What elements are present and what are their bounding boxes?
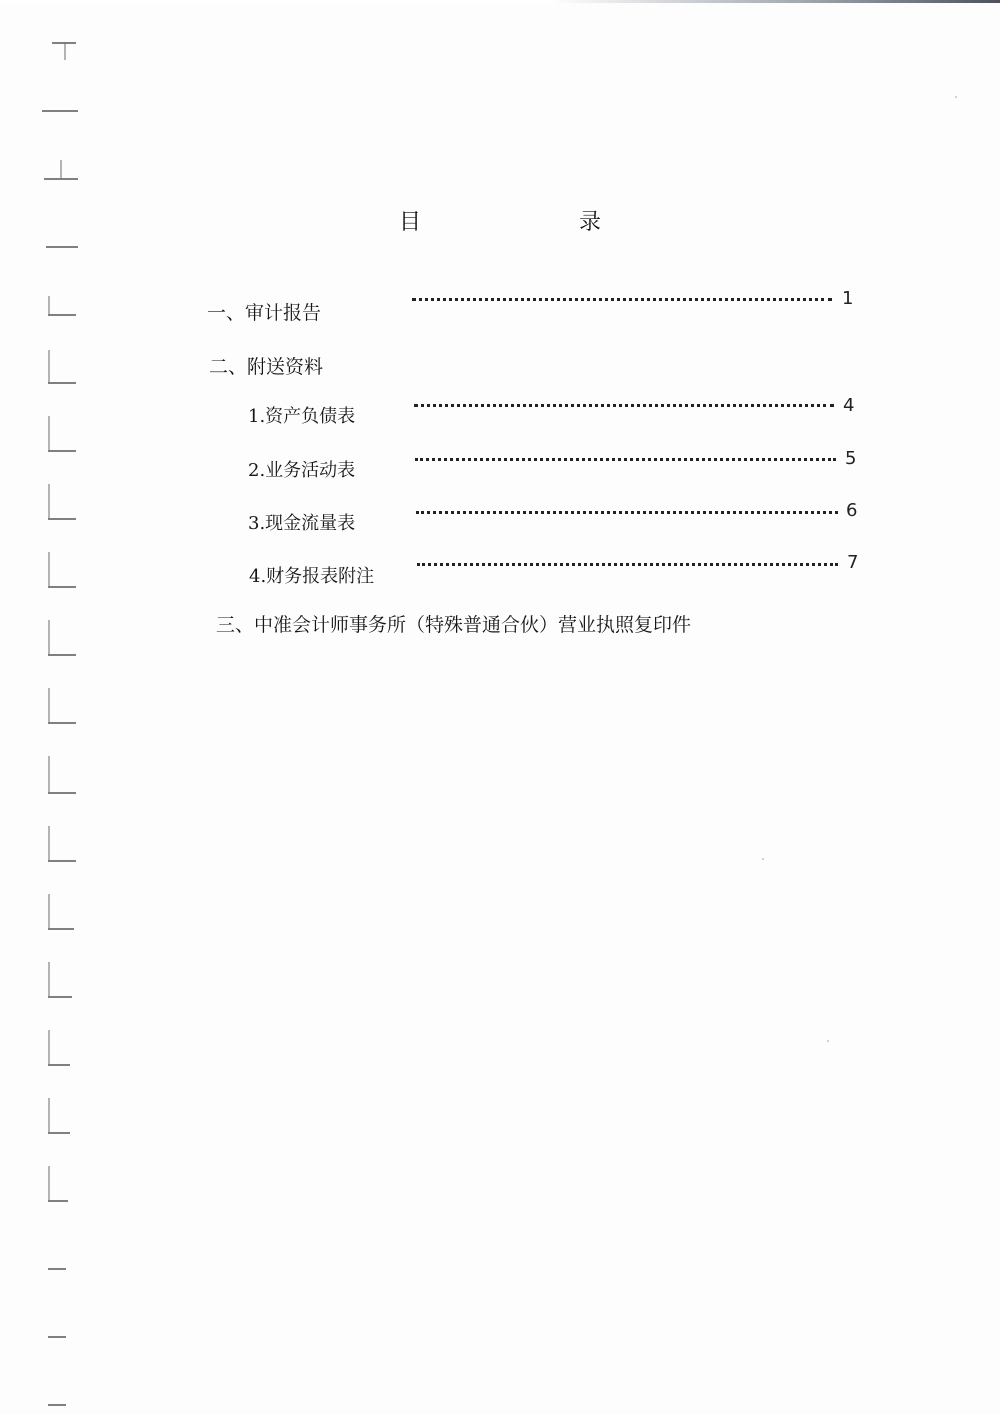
toc-entry-business-license: 三、中准会计师事务所（特殊普通合伙）营业执照复印件 xyxy=(216,614,692,636)
scan-speck xyxy=(955,96,957,98)
toc-page-number: 6 xyxy=(846,500,858,521)
binding-mark xyxy=(48,1268,66,1270)
binding-tick xyxy=(48,416,50,450)
binding-tick xyxy=(48,1030,50,1064)
binding-mark xyxy=(48,1132,70,1134)
binding-tick xyxy=(48,688,50,722)
binding-mark xyxy=(48,928,74,930)
toc-page-number: 4 xyxy=(843,395,855,416)
binding-mark xyxy=(48,792,76,794)
toc-leader-dots xyxy=(415,458,836,461)
binding-mark xyxy=(48,1336,66,1338)
binding-tick xyxy=(48,894,50,928)
toc-page-number: 5 xyxy=(845,448,857,469)
toc-title: 目 录 xyxy=(398,210,639,235)
binding-mark xyxy=(44,178,78,180)
toc-entry-notes-to-statements: 4.财务报表附注 xyxy=(249,566,375,587)
toc-leader-dots xyxy=(417,563,838,566)
binding-tick xyxy=(48,484,50,518)
binding-tick xyxy=(48,826,50,860)
binding-mark xyxy=(48,586,76,588)
binding-mark xyxy=(48,382,76,384)
binding-mark xyxy=(48,1064,70,1066)
toc-page-number: 1 xyxy=(842,288,854,309)
binding-tick xyxy=(48,1098,50,1132)
binding-mark xyxy=(48,450,76,452)
binding-tick xyxy=(48,350,50,382)
toc-leader-dots xyxy=(412,298,832,301)
binding-tick xyxy=(48,962,50,996)
binding-tick xyxy=(48,620,50,654)
binding-mark xyxy=(48,1404,66,1406)
binding-mark xyxy=(48,1200,68,1202)
toc-entry-attachments: 二、附送资料 xyxy=(209,356,324,378)
binding-mark xyxy=(42,110,78,112)
toc-leader-dots xyxy=(416,511,838,514)
binding-mark xyxy=(48,996,72,998)
toc-page-number: 7 xyxy=(847,552,859,573)
binding-tick xyxy=(48,1166,50,1200)
binding-tick xyxy=(48,296,50,314)
binding-mark xyxy=(46,246,78,248)
toc-entry-balance-sheet: 1.资产负债表 xyxy=(248,406,356,427)
binding-mark xyxy=(48,314,76,316)
binding-mark xyxy=(48,860,76,862)
binding-mark xyxy=(48,518,76,520)
toc-entry-activity-statement: 2.业务活动表 xyxy=(248,460,356,481)
binding-mark xyxy=(48,722,76,724)
scan-edge-shadow xyxy=(0,0,1000,3)
binding-tick xyxy=(48,552,50,586)
toc-entry-audit-report: 一、审计报告 xyxy=(207,302,322,324)
binding-tick xyxy=(48,756,50,792)
scan-speck xyxy=(762,858,764,860)
binding-mark xyxy=(48,654,76,656)
toc-entry-cash-flow-statement: 3.现金流量表 xyxy=(248,513,356,534)
binding-tick xyxy=(60,160,62,178)
scan-speck xyxy=(827,1040,829,1042)
binding-tick xyxy=(64,42,66,60)
toc-leader-dots xyxy=(414,404,834,407)
